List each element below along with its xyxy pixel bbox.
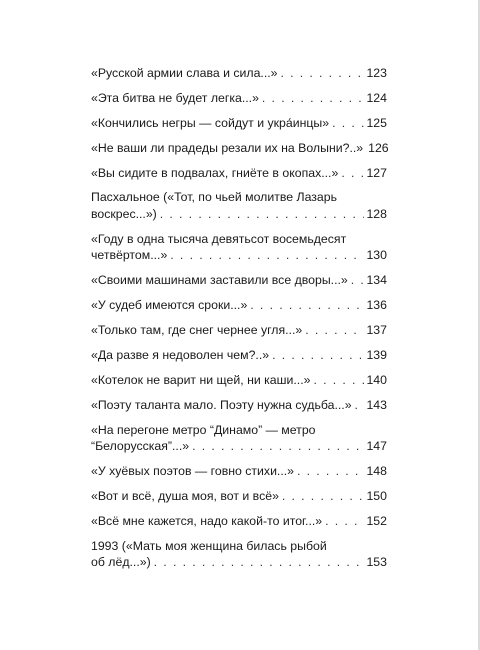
toc-entry-page-number: 143 [366,397,387,412]
toc-leader-dots [297,463,364,480]
toc-entry-first-line: Пасхальное («Тот, по чьей молитве Лазарь [91,190,337,205]
toc-entry-line [91,372,387,389]
toc-entry-line [91,272,387,289]
toc-entry-title: «Вы сидите в подвалах, гниёте в окопах...» [91,165,339,180]
toc-leader-dots [170,247,364,264]
toc-entry [91,463,387,480]
toc-entry [91,397,387,414]
toc-entry-page-number: 147 [366,439,387,454]
toc-entry-line [91,488,387,505]
toc-entry-title: “Белорусская”...» [91,439,190,454]
toc-leader-dots [281,65,365,82]
toc-entry [91,272,387,289]
toc-entry-line [91,90,387,107]
toc-entry-line [91,513,387,530]
toc-leader-dots [154,554,365,571]
toc-leader-dots [355,397,365,414]
toc-entry-page-number: 123 [366,66,387,80]
toc-leader-dots [272,347,364,364]
toc-entry-title: четвёртом...» [91,248,168,263]
toc-leader-dots [160,206,365,223]
toc-entry-title: «Вот и всё, душа моя, вот и всё» [91,488,279,503]
toc-entry-page-number: 127 [366,165,387,180]
toc-entry-title: «У хуёвых поэтов — говно стихи...» [91,463,295,478]
toc-entry-line [91,347,387,364]
toc-entry [91,165,387,182]
toc-leader-dots [351,272,365,289]
toc-entry [91,347,387,364]
toc-entry [91,115,387,132]
toc-entry-line [91,165,387,182]
toc-entry [91,538,387,571]
toc-entry-title: «У судеб имеются сроки...» [91,298,248,313]
toc-entry-page-number: 124 [366,90,387,105]
toc-entry-title: «Кончились негры — сойдут и укра́инцы» [91,115,330,130]
toc-entry-page-number: 125 [366,115,387,130]
toc-entry-title: «Котелок не варит ни щей, ни каши...» [91,372,311,387]
toc-entry [91,65,387,82]
toc-entry [91,231,387,264]
toc-entry-line [91,247,387,264]
toc-entry-line [91,115,387,132]
toc-entry [91,372,387,389]
toc-entry-title: «Поэту таланта мало. Поэту нужна судьба...» [91,397,352,412]
toc-entry-page-number: 137 [366,323,387,338]
toc-leader-dots [282,488,365,505]
toc-entry [91,513,387,530]
toc-entry-line [91,206,387,223]
toc-leader-dots [305,322,364,339]
toc-entry-title: «Да разве я недоволен чем?..» [91,347,270,362]
toc-entry-title: «Своими машинами заставили все дворы...» [91,273,348,288]
toc-entry-page-number: 126 [368,140,389,155]
toc-entry-page-number: 128 [366,206,387,221]
toc-entry-line [91,140,387,157]
toc-entry-first-line: 1993 («Мать моя женщина билась рыбой [91,538,327,553]
toc-entry-title: «Русской армии слава и сила...» [91,66,278,80]
toc-entry-page-number: 153 [366,555,387,570]
toc-entry-line [91,297,387,314]
toc-leader-dots [313,372,364,389]
toc-entry-page-number: 140 [366,372,387,387]
toc-entry-page-number: 152 [366,513,387,528]
toc-leader-dots [262,90,365,107]
toc-entry-page-number: 136 [366,298,387,313]
toc-leader-dots [250,297,364,314]
toc-entry [91,297,387,314]
toc-entry-line [91,554,387,571]
table-of-contents [91,65,387,579]
toc-entry-line [91,322,387,339]
toc-entry-title: воскрес...») [91,206,157,221]
toc-leader-dots [332,115,364,132]
toc-entry-page-number: 150 [366,488,387,503]
toc-entry-title: «Эта битва не будет легка...» [91,90,259,105]
toc-entry-first-line: «На перегоне метро “Динамо” — метро [91,422,316,437]
toc-entry [91,140,387,157]
toc-entry-title: «Не ваши ли прадеды резали их на Волыни?..» [91,140,364,155]
toc-entry [91,189,387,222]
toc-entry-page-number: 148 [366,463,387,478]
toc-leader-dots [325,513,364,530]
toc-entry [91,322,387,339]
toc-entry-line [91,438,387,455]
toc-entry [91,488,387,505]
toc-entry [91,422,387,455]
toc-entry-first-line: «Году в одна тысяча девятьсот восемьдесят [91,231,347,246]
toc-entry-page-number: 134 [366,273,387,288]
toc-entry [91,90,387,107]
toc-entry-title: «Всё мне кажется, надо какой-то итог...» [91,513,323,528]
toc-entry-title: об лёд...») [91,555,151,570]
toc-entry-title: «Только там, где снег чернее угля...» [91,323,303,338]
toc-entry-page-number: 130 [366,248,387,263]
toc-entry-line [91,463,387,480]
toc-leader-dots [341,165,364,182]
toc-entry-line [91,65,387,82]
toc-leader-dots [192,438,364,455]
toc-entry-line [91,397,387,414]
toc-entry-page-number: 139 [366,347,387,362]
